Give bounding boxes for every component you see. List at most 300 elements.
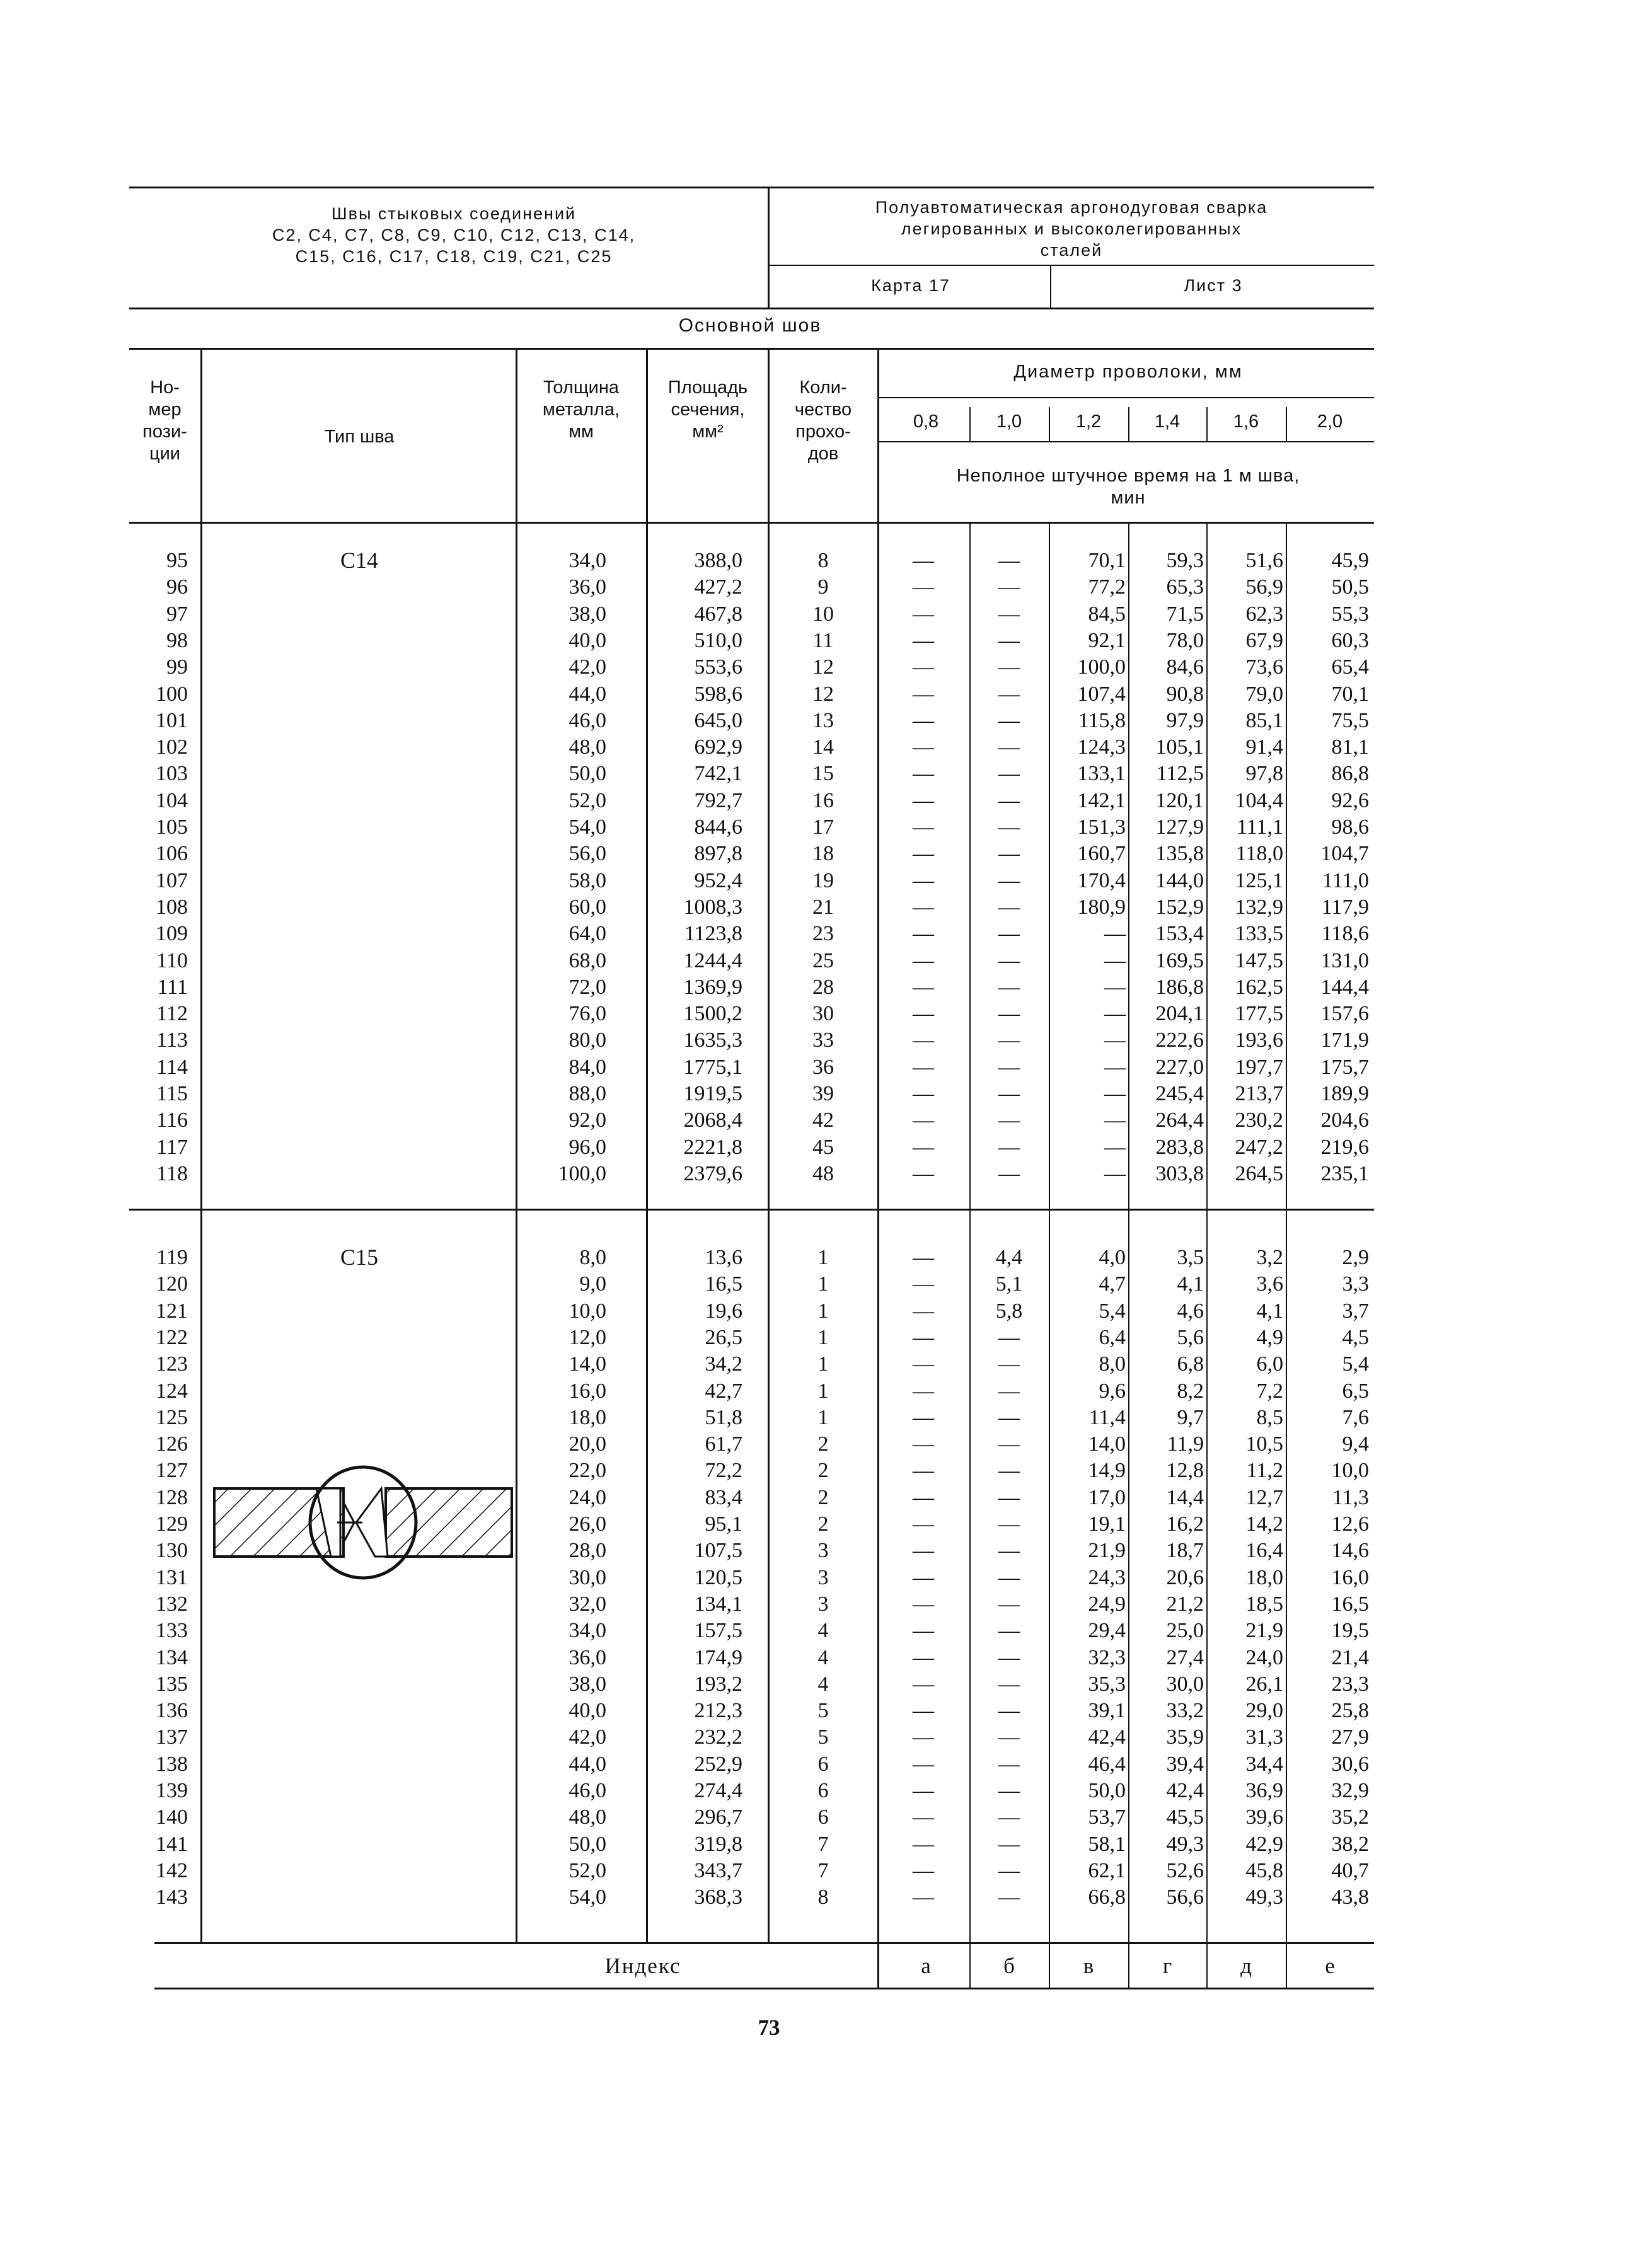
table-cell: —: [913, 895, 934, 919]
table-cell: 136: [156, 1699, 188, 1723]
table-cell: —: [998, 575, 1020, 599]
table-cell: —: [913, 1645, 934, 1669]
table-cell: —: [998, 1325, 1020, 1349]
table-cell: 108: [156, 895, 188, 919]
table-cell: 34,4: [1245, 1752, 1283, 1776]
table-cell: —: [913, 815, 934, 839]
table-cell: —: [913, 1299, 934, 1323]
table-cell: 4: [817, 1619, 829, 1643]
table-cell: —: [913, 1082, 934, 1105]
table-cell: 742,1: [694, 762, 742, 786]
table-cell: 56,9: [1245, 575, 1283, 599]
table-cell: 144,0: [1155, 868, 1204, 892]
table-cell: —: [998, 1619, 1020, 1643]
card-divider: [1050, 265, 1051, 308]
table-cell: 14,0: [569, 1352, 606, 1376]
table-cell: 11,9: [1167, 1432, 1204, 1456]
table-cell: 120: [156, 1272, 188, 1296]
table-cell: 92,1: [1088, 628, 1126, 652]
table-cell: 48,0: [569, 1805, 606, 1829]
table-cell: 117,9: [1321, 895, 1369, 919]
table-cell: —: [913, 1805, 934, 1829]
table-cell: 132,9: [1235, 895, 1283, 919]
table-cell: 25,0: [1166, 1619, 1204, 1643]
table-cell: 147,5: [1235, 948, 1283, 972]
table-cell: —: [998, 975, 1020, 999]
table-cell: 35,3: [1088, 1672, 1126, 1696]
col-diameter: Диаметр проволоки, мм: [1013, 362, 1243, 382]
table-cell: —: [998, 1485, 1020, 1509]
table-cell: —: [913, 735, 934, 759]
table-cell: 116: [156, 1108, 188, 1132]
table-cell: 16,5: [705, 1272, 742, 1296]
table-cell: —: [913, 1539, 934, 1563]
table-cell: 106: [156, 842, 188, 866]
table-cell: 283,8: [1155, 1135, 1204, 1159]
table-cell: 8: [817, 549, 829, 572]
table-cell: 3: [817, 1565, 829, 1589]
table-cell: 20,0: [569, 1432, 606, 1456]
table-cell: 112: [156, 1002, 188, 1026]
table-cell: 12: [812, 655, 834, 679]
table-cell: 3: [817, 1539, 829, 1563]
table-cell: —: [913, 1672, 934, 1696]
table-cell: 72,2: [705, 1459, 742, 1483]
table-cell: 2379,6: [683, 1161, 742, 1185]
table-cell: —: [913, 1028, 934, 1052]
table-cell: 11: [812, 628, 834, 652]
table-cell: 35,9: [1166, 1725, 1204, 1749]
table-cell: 53,7: [1088, 1805, 1126, 1829]
table-cell: —: [998, 868, 1020, 892]
table-cell: 9: [817, 575, 829, 599]
table-cell: 245,4: [1155, 1082, 1204, 1105]
table-cell: 56,0: [569, 842, 606, 866]
table-cell: 10,0: [569, 1299, 606, 1323]
diam-20: 2,0: [1317, 412, 1343, 432]
index-a: а: [921, 1954, 931, 1978]
table-cell: 1500,2: [683, 1002, 742, 1026]
table-cell: 157,6: [1320, 1002, 1369, 1026]
table-cell: 123: [156, 1352, 188, 1376]
group-type-c15: С15: [340, 1245, 378, 1270]
table-cell: 64,0: [569, 922, 606, 946]
table-cell: 212,3: [694, 1699, 742, 1723]
table-cell: 16,5: [1331, 1592, 1369, 1616]
table-cell: —: [998, 1082, 1020, 1105]
table-cell: 70,1: [1331, 682, 1369, 706]
table-cell: 33,2: [1166, 1699, 1204, 1723]
table-cell: 5,8: [995, 1299, 1023, 1323]
table-cell: —: [998, 788, 1020, 812]
table-cell: 12,7: [1245, 1485, 1283, 1509]
table-cell: 7,6: [1342, 1405, 1369, 1429]
table-cell: 26,5: [705, 1325, 742, 1349]
table-cell: 3,6: [1256, 1272, 1283, 1296]
table-cell: 30,0: [569, 1565, 606, 1589]
table-cell: 58,0: [569, 868, 606, 892]
table-cell: 22,0: [569, 1459, 606, 1483]
table-cell: 107: [156, 868, 188, 892]
table-cell: 897,8: [694, 842, 742, 866]
table-cell: —: [1104, 1161, 1126, 1185]
diam-08: 0,8: [913, 412, 939, 432]
table-cell: 3: [817, 1592, 829, 1616]
table-cell: 21,9: [1088, 1539, 1126, 1563]
table-cell: 162,5: [1235, 975, 1283, 999]
table-cell: —: [913, 602, 934, 626]
table-cell: —: [1104, 1135, 1126, 1159]
table-cell: 4,1: [1256, 1299, 1283, 1323]
table-cell: —: [998, 1108, 1020, 1132]
table-cell: 792,7: [694, 788, 742, 812]
table-cell: —: [998, 842, 1020, 866]
table-cell: 73,6: [1245, 655, 1283, 679]
table-cell: 45,5: [1166, 1805, 1204, 1829]
diam-16: 1,6: [1233, 412, 1259, 432]
table-cell: 133: [156, 1619, 188, 1643]
table-cell: 16,4: [1245, 1539, 1283, 1563]
table-top-rule: [129, 348, 1374, 350]
page-number: 73: [758, 2015, 780, 2040]
table-cell: —: [913, 1592, 934, 1616]
table-cell: 36: [812, 1055, 834, 1079]
table-cell: 32,9: [1331, 1779, 1369, 1802]
table-cell: 96: [166, 575, 188, 599]
table-cell: 13,6: [705, 1246, 742, 1269]
table-cell: 4,4: [995, 1246, 1023, 1269]
table-cell: 11,3: [1332, 1485, 1369, 1509]
table-cell: 109: [156, 922, 188, 946]
table-cell: —: [998, 1779, 1020, 1802]
table-cell: 85,1: [1245, 708, 1283, 732]
col-area: Площадь сечения, мм²: [667, 377, 748, 442]
table-cell: 4,6: [1177, 1299, 1204, 1323]
col-time: Неполное штучное время на 1 м шва, мин: [956, 466, 1300, 508]
table-cell: 29,0: [1245, 1699, 1283, 1723]
table-cell: 124: [156, 1379, 188, 1403]
table-cell: 50,0: [569, 762, 606, 786]
table-cell: 1: [817, 1379, 829, 1403]
table-cell: 80,0: [569, 1028, 606, 1052]
index-top-rule: [154, 1942, 1374, 1944]
table-cell: 30,0: [1166, 1672, 1204, 1696]
table-cell: 71,5: [1166, 602, 1204, 626]
diameter-values-rule: [877, 441, 1374, 442]
diam-10: 1,0: [996, 412, 1022, 432]
table-cell: 39,1: [1088, 1699, 1126, 1723]
table-cell: 3,2: [1256, 1246, 1283, 1269]
table-cell: 553,6: [694, 655, 742, 679]
table-cell: 97,8: [1245, 762, 1283, 786]
table-cell: —: [913, 1699, 934, 1723]
table-cell: 388,0: [694, 549, 742, 572]
table-cell: 36,9: [1245, 1779, 1283, 1802]
table-cell: —: [998, 602, 1020, 626]
table-cell: 26,0: [569, 1512, 606, 1536]
table-cell: 40,7: [1331, 1858, 1369, 1882]
table-cell: 844,6: [694, 815, 742, 839]
table-cell: 111: [157, 975, 188, 999]
table-cell: 133,1: [1077, 762, 1126, 786]
table-cell: 66,8: [1088, 1885, 1126, 1909]
table-cell: 65,4: [1331, 655, 1369, 679]
table-cell: 5,6: [1177, 1325, 1204, 1349]
table-cell: 122: [156, 1325, 188, 1349]
table-cell: —: [913, 708, 934, 732]
table-cell: —: [913, 1246, 934, 1269]
table-cell: —: [913, 1352, 934, 1376]
table-cell: —: [998, 1512, 1020, 1536]
table-cell: 171,9: [1320, 1028, 1369, 1052]
table-cell: 16: [812, 788, 834, 812]
table-cell: 117: [156, 1135, 188, 1159]
table-cell: 15: [812, 762, 834, 786]
table-cell: —: [913, 1161, 934, 1185]
table-cell: 1008,3: [683, 895, 742, 919]
table-cell: —: [1104, 922, 1126, 946]
table-cell: —: [998, 549, 1020, 572]
table-cell: 18: [812, 842, 834, 866]
table-cell: 144,4: [1320, 975, 1369, 999]
table-cell: 9,6: [1099, 1379, 1126, 1403]
table-cell: —: [1104, 1002, 1126, 1026]
table-cell: 9,7: [1177, 1405, 1204, 1429]
table-cell: 48,0: [569, 735, 606, 759]
table-cell: —: [913, 575, 934, 599]
table-cell: —: [913, 1055, 934, 1079]
table-cell: 96,0: [569, 1135, 606, 1159]
header-left-codes-2: С15, С16, С17, С18, С19, С21, С25: [295, 247, 613, 266]
table-cell: 139: [156, 1779, 188, 1802]
table-cell: 98,6: [1331, 815, 1369, 839]
table-cell: 2: [817, 1512, 829, 1536]
table-cell: 2: [817, 1432, 829, 1456]
diameter-rule: [877, 397, 1374, 398]
table-cell: 9,4: [1342, 1432, 1369, 1456]
table-cell: 119: [156, 1246, 188, 1269]
table-cell: 83,4: [705, 1485, 742, 1509]
table-cell: 118,0: [1235, 842, 1283, 866]
table-cell: 11,4: [1088, 1405, 1126, 1429]
table-cell: 23,3: [1331, 1672, 1369, 1696]
table-cell: 65,3: [1166, 575, 1204, 599]
header-left-title: Швы стыковых соединений: [331, 204, 577, 223]
table-cell: 86,8: [1331, 762, 1369, 786]
table-cell: 129: [156, 1512, 188, 1536]
table-cell: 4,9: [1256, 1325, 1283, 1349]
table-cell: 247,2: [1235, 1135, 1283, 1159]
header-right: [775, 197, 1368, 261]
table-cell: 125,1: [1235, 868, 1283, 892]
table-cell: 25: [812, 948, 834, 972]
table-cell: —: [998, 895, 1020, 919]
table-cell: 45,8: [1245, 1858, 1283, 1882]
table-cell: 97,9: [1166, 708, 1204, 732]
table-cell: 1: [817, 1246, 829, 1269]
table-cell: 39,6: [1245, 1805, 1283, 1829]
table-cell: 5,1: [995, 1272, 1023, 1296]
table-cell: 14,0: [1088, 1432, 1126, 1456]
table-cell: 2,9: [1342, 1246, 1369, 1269]
table-cell: 59,3: [1166, 549, 1204, 572]
card-number: Карта 17: [871, 276, 950, 295]
table-cell: 142: [156, 1858, 188, 1882]
table-cell: 104,7: [1320, 842, 1369, 866]
table-cell: 131: [156, 1565, 188, 1589]
table-cell: —: [998, 708, 1020, 732]
table-cell: 77,2: [1088, 575, 1126, 599]
table-cell: 264,5: [1235, 1161, 1283, 1185]
table-cell: 9,0: [579, 1272, 606, 1296]
table-cell: 27,4: [1166, 1645, 1204, 1669]
table-cell: 44,0: [569, 1752, 606, 1776]
table-cell: —: [913, 1779, 934, 1802]
table-cell: 42,4: [1088, 1725, 1126, 1749]
table-cell: —: [998, 1858, 1020, 1882]
table-cell: 4: [817, 1672, 829, 1696]
table-cell: 81,1: [1331, 735, 1369, 759]
table-cell: 252,9: [694, 1752, 742, 1776]
table-cell: 19: [812, 868, 834, 892]
table-cell: 112,5: [1156, 762, 1204, 786]
table-cell: 1919,5: [683, 1082, 742, 1105]
table-cell: —: [1104, 1108, 1126, 1132]
table-cell: 42,9: [1245, 1832, 1283, 1856]
table-cell: 18,7: [1166, 1539, 1204, 1563]
table-cell: 62,1: [1088, 1858, 1126, 1882]
weld-joint-diagram: [208, 1462, 517, 1588]
table-cell: 2: [817, 1485, 829, 1509]
table-cell: 8,0: [579, 1246, 606, 1269]
table-cell: 33: [812, 1028, 834, 1052]
table-cell: 49,3: [1166, 1832, 1204, 1856]
table-cell: 204,1: [1155, 1002, 1204, 1026]
header-left-codes-1: С2, С4, С7, С8, С9, С10, С12, С13, С14,: [272, 226, 636, 245]
table-cell: —: [998, 1028, 1020, 1052]
table-cell: 35,2: [1331, 1805, 1369, 1829]
table-cell: 118,6: [1321, 922, 1369, 946]
table-cell: —: [1104, 1055, 1126, 1079]
table-cell: 2221,8: [683, 1135, 742, 1159]
table-cell: —: [913, 948, 934, 972]
table-cell: 118: [156, 1161, 188, 1185]
index-e: е: [1325, 1954, 1335, 1978]
table-cell: 4,5: [1342, 1325, 1369, 1349]
table-cell: 3,3: [1342, 1272, 1369, 1296]
table-cell: 32,0: [569, 1592, 606, 1616]
table-cell: 170,4: [1077, 868, 1126, 892]
table-cell: —: [1104, 948, 1126, 972]
table-cell: 68,0: [569, 948, 606, 972]
table-cell: —: [913, 1379, 934, 1403]
table-cell: —: [1104, 1082, 1126, 1105]
table-cell: 6: [817, 1779, 829, 1802]
table-cell: —: [913, 1512, 934, 1536]
table-cell: 79,0: [1245, 682, 1283, 706]
table-cell: —: [998, 1725, 1020, 1749]
table-cell: 1244,4: [683, 948, 742, 972]
table-cell: 78,0: [1166, 628, 1204, 652]
table-cell: 42: [812, 1108, 834, 1132]
table-cell: —: [913, 762, 934, 786]
table-cell: 56,6: [1166, 1885, 1204, 1909]
table-cell: 120,5: [694, 1565, 742, 1589]
table-cell: 34,2: [705, 1352, 742, 1376]
table-cell: 113: [156, 1028, 188, 1052]
table-cell: 105: [156, 815, 188, 839]
table-cell: 45,9: [1331, 549, 1369, 572]
table-cell: —: [998, 1885, 1020, 1909]
table-cell: 98: [166, 628, 188, 652]
table-cell: 1123,8: [684, 922, 742, 946]
table-cell: 5: [817, 1699, 829, 1723]
table-cell: 1775,1: [683, 1055, 742, 1079]
table-cell: 135,8: [1155, 842, 1204, 866]
table-cell: 4,1: [1177, 1272, 1204, 1296]
table-cell: 30,6: [1331, 1752, 1369, 1776]
table-cell: 19,6: [705, 1299, 742, 1323]
table-cell: 189,9: [1320, 1082, 1369, 1105]
table-cell: 12: [812, 682, 834, 706]
table-cell: 197,7: [1235, 1055, 1283, 1079]
table-cell: 50,0: [569, 1832, 606, 1856]
table-cell: —: [998, 1805, 1020, 1829]
table-cell: —: [913, 1108, 934, 1132]
table-cell: 52,6: [1166, 1858, 1204, 1882]
card-top-rule: [768, 265, 1374, 266]
table-cell: —: [998, 1832, 1020, 1856]
table-cell: 143: [156, 1885, 188, 1909]
col-passes: Коли- чество прохо- дов: [794, 377, 852, 464]
table-cell: 692,9: [694, 735, 742, 759]
table-cell: —: [998, 1055, 1020, 1079]
table-cell: 46,4: [1088, 1752, 1126, 1776]
index-label: Индекс: [604, 1954, 681, 1978]
table-cell: 227,0: [1155, 1055, 1204, 1079]
col-type: Тип шва: [324, 427, 395, 447]
table-cell: —: [998, 1352, 1020, 1376]
header-right-line3: сталей: [1040, 241, 1103, 260]
table-cell: 134: [156, 1645, 188, 1669]
table-cell: 75,5: [1331, 708, 1369, 732]
table-cell: 39: [812, 1082, 834, 1105]
table-cell: 100,0: [1077, 655, 1126, 679]
table-cell: 84,5: [1088, 602, 1126, 626]
table-cell: 28,0: [569, 1539, 606, 1563]
table-cell: 177,5: [1235, 1002, 1283, 1026]
table-cell: 103: [156, 762, 188, 786]
table-cell: 84,6: [1166, 655, 1204, 679]
table-cell: 7,2: [1256, 1379, 1283, 1403]
table-cell: —: [913, 842, 934, 866]
table-cell: 51,8: [705, 1405, 742, 1429]
table-cell: 42,7: [705, 1379, 742, 1403]
table-cell: —: [998, 1459, 1020, 1483]
table-cell: 232,2: [694, 1725, 742, 1749]
table-cell: 186,8: [1155, 975, 1204, 999]
table-cell: 107,4: [1077, 682, 1126, 706]
table-cell: 6,8: [1177, 1352, 1204, 1376]
table-cell: 58,1: [1088, 1832, 1126, 1856]
table-cell: 24,9: [1088, 1592, 1126, 1616]
table-cell: 43,8: [1331, 1885, 1369, 1909]
table-cell: —: [913, 655, 934, 679]
index-b: б: [1003, 1954, 1015, 1978]
table-cell: 31,3: [1245, 1725, 1283, 1749]
table-cell: 6,0: [1256, 1352, 1283, 1376]
table-cell: 193,6: [1235, 1028, 1283, 1052]
